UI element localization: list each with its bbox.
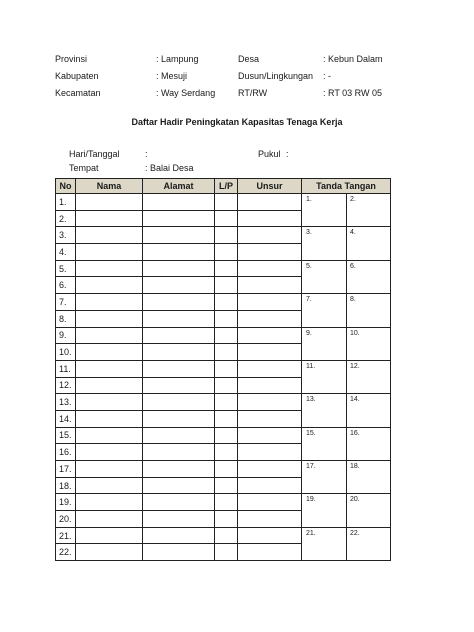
col-header-signature: Tanda Tangan xyxy=(302,179,391,194)
place-label: Tempat xyxy=(69,163,99,173)
rt-rw-value: : RT 03 RW 05 xyxy=(323,88,383,98)
row-number: 22. xyxy=(56,544,76,561)
time-label: Pukul xyxy=(258,149,281,159)
address-cell[interactable] xyxy=(143,377,215,394)
gender-cell[interactable] xyxy=(215,244,238,261)
name-cell[interactable] xyxy=(76,427,143,444)
element-cell[interactable] xyxy=(238,477,302,494)
table-row xyxy=(56,394,391,411)
gender-cell[interactable] xyxy=(215,477,238,494)
signature-slot-number: 18. xyxy=(350,463,360,470)
element-cell[interactable] xyxy=(238,244,302,261)
element-cell[interactable] xyxy=(238,344,302,361)
row-number: 8. xyxy=(56,310,76,327)
gender-cell[interactable] xyxy=(215,277,238,294)
element-cell[interactable] xyxy=(238,427,302,444)
signature-divider xyxy=(346,461,347,493)
row-number: 2. xyxy=(56,210,76,227)
col-header-no: No xyxy=(56,179,76,194)
col-header-address: Alamat xyxy=(143,179,215,194)
signature-slot-number: 13. xyxy=(306,396,316,404)
name-cell[interactable] xyxy=(76,227,143,244)
element-cell[interactable] xyxy=(238,277,302,294)
hamlet-label: Dusun/Lingkungan xyxy=(238,71,314,81)
gender-cell[interactable] xyxy=(215,444,238,461)
name-cell[interactable] xyxy=(76,210,143,227)
table-row xyxy=(56,494,391,511)
address-cell[interactable] xyxy=(143,477,215,494)
signature-slot-number: 8. xyxy=(350,296,356,304)
time-value: : xyxy=(286,149,289,159)
place-value: : Balai Desa xyxy=(145,163,194,173)
signature-cell[interactable] xyxy=(302,327,391,360)
table-row xyxy=(56,527,391,544)
row-number: 1. xyxy=(56,194,76,211)
signature-slot-number: 5. xyxy=(306,262,312,270)
name-cell[interactable] xyxy=(76,260,143,277)
row-number: 17. xyxy=(56,461,76,478)
province-value: : Lampung xyxy=(156,54,199,64)
row-number: 9. xyxy=(56,327,76,344)
table-row xyxy=(56,327,391,344)
row-number: 5. xyxy=(56,260,76,277)
row-number: 11. xyxy=(56,360,76,377)
table-header-row xyxy=(56,179,391,194)
table-row xyxy=(56,227,391,244)
element-cell[interactable] xyxy=(238,394,302,411)
date-label: Hari/Tanggal xyxy=(69,149,120,159)
table-row xyxy=(56,260,391,277)
signature-divider xyxy=(346,294,347,326)
district-value: : Way Serdang xyxy=(156,88,216,98)
signature-slot-number: 12. xyxy=(350,362,360,370)
signature-divider xyxy=(346,261,347,293)
rt-rw-label: RT/RW xyxy=(238,88,268,98)
signature-slot-number: 15. xyxy=(306,429,316,437)
gender-cell[interactable] xyxy=(215,344,238,361)
signature-cell[interactable] xyxy=(302,260,391,293)
col-header-name: Nama xyxy=(76,179,143,194)
row-number: 13. xyxy=(56,394,76,411)
signature-slot-number: 10. xyxy=(350,329,360,337)
name-cell[interactable] xyxy=(76,327,143,344)
signature-slot-number: 7. xyxy=(306,296,312,304)
row-number: 20. xyxy=(56,511,76,528)
signature-divider xyxy=(346,428,347,460)
gender-cell[interactable] xyxy=(215,227,238,244)
row-number: 19. xyxy=(56,494,76,511)
signature-slot-number: 16. xyxy=(350,429,360,437)
element-cell[interactable] xyxy=(238,461,302,478)
signature-divider xyxy=(346,528,347,560)
name-cell[interactable] xyxy=(76,527,143,544)
name-cell[interactable] xyxy=(76,310,143,327)
address-cell[interactable] xyxy=(143,227,215,244)
signature-cell[interactable] xyxy=(302,427,391,460)
element-cell[interactable] xyxy=(238,410,302,427)
row-number: 18. xyxy=(56,477,76,494)
signature-divider xyxy=(346,194,347,226)
table-row xyxy=(56,194,391,211)
address-cell[interactable] xyxy=(143,410,215,427)
regency-value: : Mesuji xyxy=(156,71,188,81)
element-cell[interactable] xyxy=(238,227,302,244)
name-cell[interactable] xyxy=(76,344,143,361)
gender-cell[interactable] xyxy=(215,327,238,344)
signature-slot-number: 4. xyxy=(350,229,356,237)
signature-slot-number: 1. xyxy=(306,196,312,203)
row-number: 14. xyxy=(56,410,76,427)
signature-slot-number: 20. xyxy=(350,496,360,504)
gender-cell[interactable] xyxy=(215,461,238,478)
row-number: 7. xyxy=(56,294,76,311)
gender-cell[interactable] xyxy=(215,210,238,227)
row-number: 3. xyxy=(56,227,76,244)
row-number: 16. xyxy=(56,444,76,461)
address-cell[interactable] xyxy=(143,244,215,261)
name-cell[interactable] xyxy=(76,194,143,211)
table-row xyxy=(56,461,391,478)
name-cell[interactable] xyxy=(76,294,143,311)
col-header-gender: L/P xyxy=(215,179,238,194)
name-cell[interactable] xyxy=(76,544,143,561)
gender-cell[interactable] xyxy=(215,410,238,427)
signature-slot-number: 19. xyxy=(306,496,316,504)
name-cell[interactable] xyxy=(76,377,143,394)
signature-slot-number: 11. xyxy=(306,362,316,370)
gender-cell[interactable] xyxy=(215,527,238,544)
address-cell[interactable] xyxy=(143,511,215,528)
gender-cell[interactable] xyxy=(215,427,238,444)
element-cell[interactable] xyxy=(238,194,302,211)
gender-cell[interactable] xyxy=(215,494,238,511)
element-cell[interactable] xyxy=(238,210,302,227)
address-cell[interactable] xyxy=(143,294,215,311)
gender-cell[interactable] xyxy=(215,544,238,561)
name-cell[interactable] xyxy=(76,394,143,411)
name-cell[interactable] xyxy=(76,410,143,427)
address-cell[interactable] xyxy=(143,310,215,327)
address-cell[interactable] xyxy=(143,427,215,444)
address-cell[interactable] xyxy=(143,394,215,411)
signature-divider xyxy=(346,394,347,426)
gender-cell[interactable] xyxy=(215,294,238,311)
signature-cell[interactable] xyxy=(302,527,391,560)
gender-cell[interactable] xyxy=(215,310,238,327)
address-cell[interactable] xyxy=(143,260,215,277)
signature-divider xyxy=(346,328,347,360)
signature-slot-number: 6. xyxy=(350,262,356,270)
village-label: Desa xyxy=(238,54,260,64)
element-cell[interactable] xyxy=(238,377,302,394)
element-cell[interactable] xyxy=(238,360,302,377)
document-title: Daftar Hadir Peningkatan Kapasitas Tenaga Kerja xyxy=(131,117,343,127)
address-cell[interactable] xyxy=(143,277,215,294)
signature-cell[interactable] xyxy=(302,194,391,227)
gender-cell[interactable] xyxy=(215,260,238,277)
district-label: Kecamatan xyxy=(55,88,101,98)
address-cell[interactable] xyxy=(143,494,215,511)
address-cell[interactable] xyxy=(143,210,215,227)
element-cell[interactable] xyxy=(238,527,302,544)
row-number: 15. xyxy=(56,427,76,444)
signature-cell[interactable] xyxy=(302,227,391,260)
name-cell[interactable] xyxy=(76,277,143,294)
village-value: : Kebun Dalam xyxy=(323,54,383,64)
address-cell[interactable] xyxy=(143,527,215,544)
province-label: Provinsi xyxy=(55,54,88,64)
name-cell[interactable] xyxy=(76,444,143,461)
table-row xyxy=(56,294,391,311)
row-number: 4. xyxy=(56,244,76,261)
name-cell[interactable] xyxy=(76,461,143,478)
signature-slot-number: 14. xyxy=(350,396,360,404)
attendance-table xyxy=(55,178,391,561)
signature-cell[interactable] xyxy=(302,360,391,393)
row-number: 10. xyxy=(56,344,76,361)
signature-slot-number: 22. xyxy=(350,529,360,537)
table-row xyxy=(56,427,391,444)
element-cell[interactable] xyxy=(238,511,302,528)
signature-cell[interactable] xyxy=(302,461,391,494)
name-cell[interactable] xyxy=(76,511,143,528)
signature-divider xyxy=(346,361,347,393)
gender-cell[interactable] xyxy=(215,394,238,411)
signature-cell[interactable] xyxy=(302,494,391,527)
signature-slot-number: 2. xyxy=(350,196,356,203)
name-cell[interactable] xyxy=(76,494,143,511)
element-cell[interactable] xyxy=(238,444,302,461)
signature-slot-number: 9. xyxy=(306,329,312,337)
element-cell[interactable] xyxy=(238,310,302,327)
signature-divider xyxy=(346,227,347,259)
signature-cell[interactable] xyxy=(302,394,391,427)
table-row xyxy=(56,360,391,377)
address-cell[interactable] xyxy=(143,194,215,211)
address-cell[interactable] xyxy=(143,360,215,377)
address-cell[interactable] xyxy=(143,444,215,461)
gender-cell[interactable] xyxy=(215,194,238,211)
gender-cell[interactable] xyxy=(215,511,238,528)
gender-cell[interactable] xyxy=(215,377,238,394)
signature-slot-number: 21. xyxy=(306,529,316,537)
element-cell[interactable] xyxy=(238,294,302,311)
address-cell[interactable] xyxy=(143,544,215,561)
element-cell[interactable] xyxy=(238,327,302,344)
name-cell[interactable] xyxy=(76,360,143,377)
signature-slot-number: 3. xyxy=(306,229,312,237)
element-cell[interactable] xyxy=(238,494,302,511)
col-header-element: Unsur xyxy=(238,179,302,194)
date-value: : xyxy=(145,149,148,159)
row-number: 21. xyxy=(56,527,76,544)
address-cell[interactable] xyxy=(143,344,215,361)
row-number: 6. xyxy=(56,277,76,294)
name-cell[interactable] xyxy=(76,477,143,494)
name-cell[interactable] xyxy=(76,244,143,261)
signature-cell[interactable] xyxy=(302,294,391,327)
element-cell[interactable] xyxy=(238,260,302,277)
row-number: 12. xyxy=(56,377,76,394)
address-cell[interactable] xyxy=(143,461,215,478)
hamlet-value: : - xyxy=(323,71,331,81)
address-cell[interactable] xyxy=(143,327,215,344)
signature-slot-number: 17. xyxy=(306,463,316,470)
element-cell[interactable] xyxy=(238,544,302,561)
signature-divider xyxy=(346,494,347,526)
gender-cell[interactable] xyxy=(215,360,238,377)
regency-label: Kabupaten xyxy=(55,71,99,81)
